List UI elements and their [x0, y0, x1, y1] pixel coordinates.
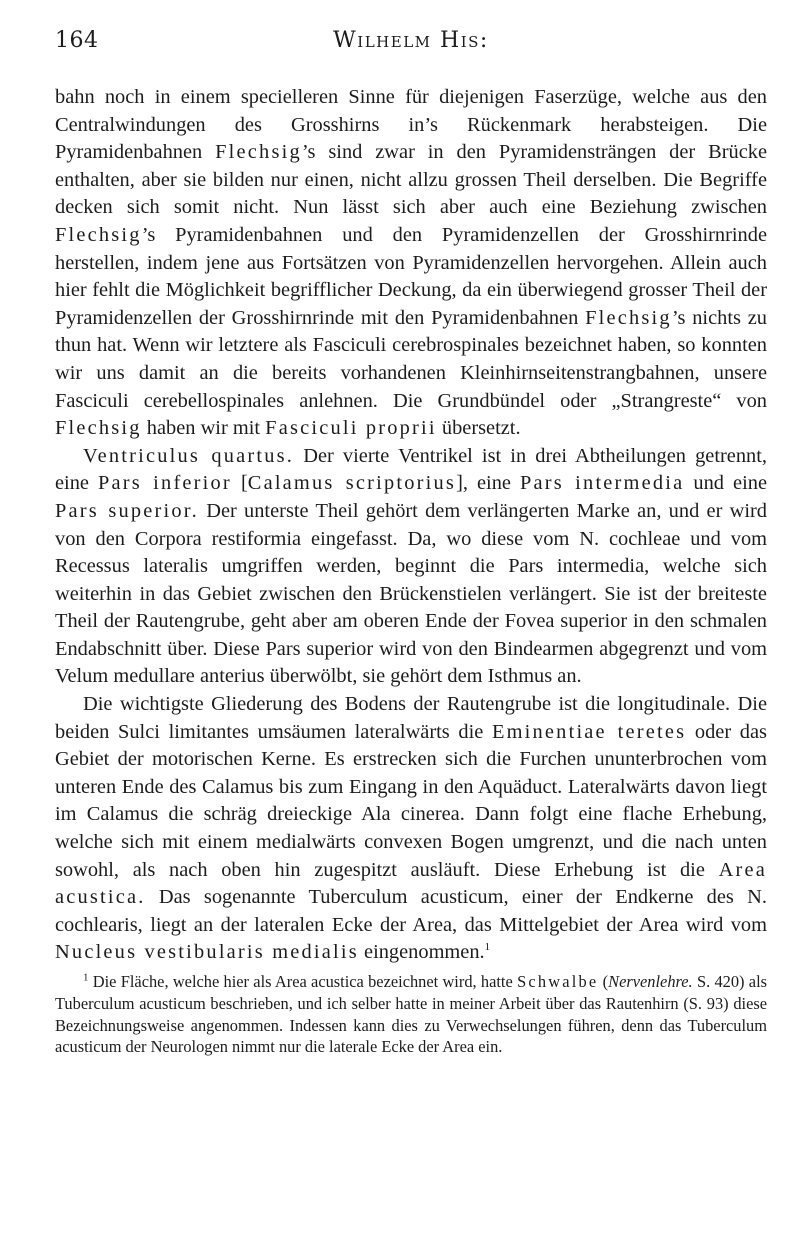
- text-run: [: [231, 472, 248, 495]
- text-run: ’s Pyramidenbahnen und den Pyramidenzellen der Grosshirnrinde herstellen, indem jene aus Fortsätzen von Pyramidenzellen hervorgehen. Allein auch hier fehlt die Möglichkeit begrifflicher Deckung, da ein überwiegend grosser Theil der Pyramidenzellen der Grosshirnrinde mit den Pyramidenbahnen: [55, 223, 767, 329]
- spaced-term: Calamus scriptorius: [247, 472, 457, 495]
- text-run: S. 420) als Tuberculum acusticum beschrieben, und ich selber hatte in meiner Arbeit über das Rautenhirn (S. 93) diese Bezeichnungsweise angenommen. Indessen kann dies zu Verwechselungen führen, denn das Tuberculum acusticum der Neurologen nimmt nur die laterale Ecke der Area ein.: [55, 972, 767, 1057]
- spaced-term: Pars inferior: [98, 472, 232, 495]
- paragraph: [55, 84, 767, 443]
- footnote: [55, 971, 767, 1058]
- text-run: ’s sind zwar in den Pyramidensträngen der Brücke enthalten, aber sie bilden nur einen, nicht allzu grossen Theil derselben. Die Begriffe decken sich somit nicht. Nun lässt sich aber auch eine Beziehung zwischen: [55, 141, 768, 219]
- text-run: Das sogenannte Tuberculum acusticum, einer der Endkerne des N. cochlearis, liegt an der lateralen Ecke der Area, das Mittelgebiet der Area wird vom: [55, 886, 767, 936]
- spaced-term: Pars superior.: [55, 499, 199, 522]
- text-run: oder das Gebiet der motorischen Kerne. Es erstrecken sich die Furchen ununterbrochen vom unteren Ende des Calamus bis zum Eingang in den Aquäduct. Lateralwärts davon liegt im Calamus die schräg dreieckige Ala cinerea. Dann folgt eine flache Erhebung, welche sich mit einem medialwärts convexen Bogen umgrenzt, und die nach unten sowohl, als nach oben hin zugespitzt ausläuft. Diese Erhebung ist die: [55, 720, 767, 881]
- footnote-reference: 1: [484, 941, 491, 954]
- italic-term: Nervenlehre.: [608, 972, 693, 991]
- spaced-term: Flechsig: [215, 141, 302, 164]
- text-run: eingenommen.: [358, 941, 485, 964]
- text-run: (: [598, 972, 609, 991]
- book-page: [55, 28, 767, 1058]
- body-text: [55, 84, 767, 967]
- text-run: haben wir mit: [141, 417, 266, 440]
- text-run: ], eine: [456, 472, 521, 495]
- spaced-term: Flechsig: [585, 306, 672, 329]
- paragraph: [55, 443, 767, 691]
- spaced-term: Flechsig: [55, 417, 142, 440]
- spaced-term: Area acustica.: [55, 858, 767, 909]
- text-run: Die Fläche, welche hier als Area acustica bezeichnet wird, hatte: [88, 972, 518, 991]
- spaced-term: Fasciculi proprii: [265, 417, 437, 440]
- footnote-text: [55, 972, 767, 1056]
- footnote-marker: 1: [83, 971, 89, 984]
- spaced-term: Eminentiae teretes: [491, 720, 687, 743]
- spaced-term: Nucleus vestibularis medialis: [55, 941, 359, 964]
- text-run: ’s nichts zu thun hat. Wenn wir letztere als Fasciculi cerebrospinales bezeichnet haben, so konnten wir uns damit an die bereits vorhandenen Kleinhirnseitenstrangbahnen, unsere Fasciculi cerebellospinales anlehnen. Die Grundbündel oder „Strangreste“ von: [55, 306, 768, 412]
- spaced-term: Pars intermedia: [520, 472, 685, 495]
- running-head: Wilhelm His:: [333, 28, 489, 53]
- text-run: bahn noch in einem specielleren Sinne für diejenigen Faserzüge, welche aus den Centralwindungen des Grosshirns in’s Rückenmark herabsteigen. Die Pyramidenbahnen: [55, 86, 767, 164]
- spaced-term: Schwalbe: [517, 972, 599, 991]
- spaced-term: Flechsig: [55, 223, 142, 246]
- text-run: übersetzt.: [436, 417, 521, 440]
- spaced-term: Ventriculus quartus.: [83, 444, 295, 467]
- page-header: [55, 28, 767, 58]
- page-number: 164: [55, 28, 99, 53]
- paragraph: [55, 691, 767, 967]
- text-run: Die wichtigste Gliederung des Bodens der Rautengrube ist die longitudinale. Die beiden Sulci limitantes umsäumen lateralwärts die: [55, 693, 767, 743]
- text-run: und eine: [684, 472, 768, 495]
- text-run: Der vierte Ventrikel ist in drei Abtheilungen getrennt, eine: [55, 444, 767, 495]
- text-run: Der unterste Theil gehört dem verlängerten Marke an, und er wird von den Corpora restiformia eingefasst. Da, wo diese vom N. cochleae und vom Recessus lateralis umgriffen werden, beginnt die Pars intermedia, welche sich weiterhin in das Gebiet zwischen den Brückenstielen verlängert. Sie ist der breiteste Theil der Rautengrube, geht aber am oberen Ende der Fovea superior in den schmalen Endabschnitt über. Diese Pars superior wird von den Bindearmen abgegrenzt und vom Velum medullare anterius überwölbt, sie gehört dem Isthmus an.: [55, 499, 767, 688]
